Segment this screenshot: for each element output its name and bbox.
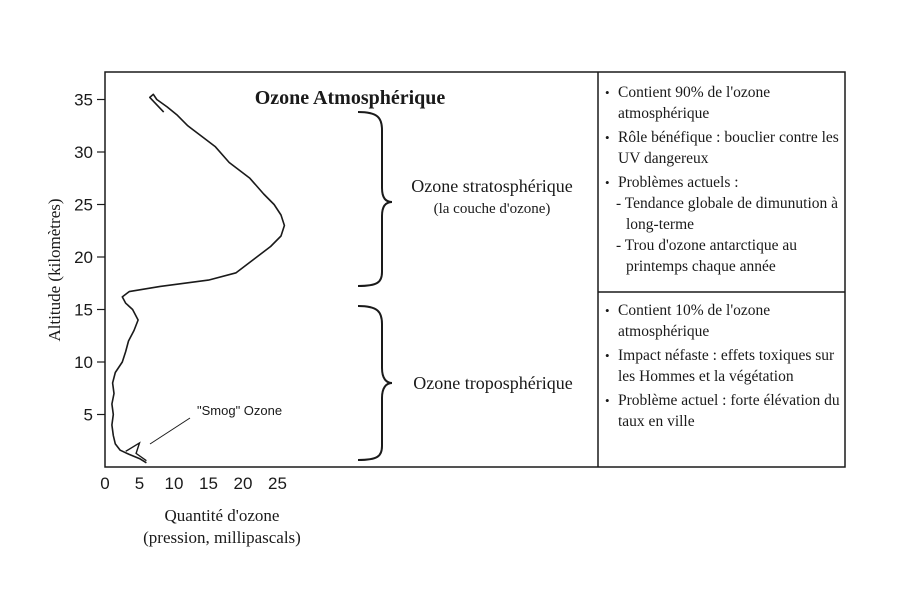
stratosphere-facts-panel <box>605 82 845 277</box>
troposphere-facts-panel <box>605 300 845 432</box>
y-tick-label: 25 <box>74 195 93 215</box>
stratosphere-fact-item: - Tendance globale de dimunution à long-terme <box>616 195 839 233</box>
x-tick-label: 0 <box>100 474 110 493</box>
smog-ozone-label: "Smog" Ozone <box>197 403 283 418</box>
stratosphere-sublabel: (la couche d'ozone) <box>433 201 551 217</box>
x-tick-label: 20 <box>233 474 253 493</box>
y-tick-label: 15 <box>74 300 93 320</box>
y-axis-label: Altitude (kilomètres) <box>45 198 64 342</box>
troposphere-label: Ozone troposphérique <box>413 373 573 393</box>
y-axis-ticks <box>74 91 105 425</box>
troposphere-brace <box>358 306 392 460</box>
smog-ozone-pointer <box>150 418 190 444</box>
x-axis-label: Quantité d'ozone <box>164 506 280 525</box>
chart-title: Ozone Atmosphérique <box>254 87 446 109</box>
stratosphere-fact-item: • Problèmes actuels : <box>605 172 845 193</box>
x-tick-label: 15 <box>199 474 218 493</box>
troposphere-fact-item: • Problème actuel : forte élévation du taux en ville <box>605 390 845 432</box>
y-tick-label: 35 <box>74 90 93 110</box>
stratosphere-label: Ozone stratosphérique <box>411 176 573 196</box>
troposphere-fact-item: • Contient 10% de l'ozone atmosphérique <box>605 300 845 342</box>
stratosphere-fact-item: • Contient 90% de l'ozone atmosphérique <box>605 82 845 124</box>
y-tick-label: 5 <box>83 405 93 425</box>
stratosphere-fact-item: • Rôle bénéfique : bouclier contre les UV dangereux <box>605 127 845 169</box>
y-tick-label: 10 <box>74 353 93 372</box>
troposphere-fact-item: • Impact néfaste : effets toxiques sur les Hommes et la végétation <box>605 345 845 387</box>
y-tick-label: 30 <box>74 143 93 162</box>
x-axis-label-units: (pression, millipascals) <box>143 528 301 547</box>
stratosphere-brace <box>358 112 392 286</box>
stratosphere-fact-item: - Trou d'ozone antarctique au printemps chaque année <box>616 237 797 275</box>
x-tick-label: 5 <box>134 474 145 493</box>
x-tick-label: 10 <box>164 474 184 493</box>
x-tick-label: 25 <box>268 474 287 493</box>
y-tick-label: 20 <box>74 248 93 267</box>
x-axis-ticks <box>100 474 287 493</box>
